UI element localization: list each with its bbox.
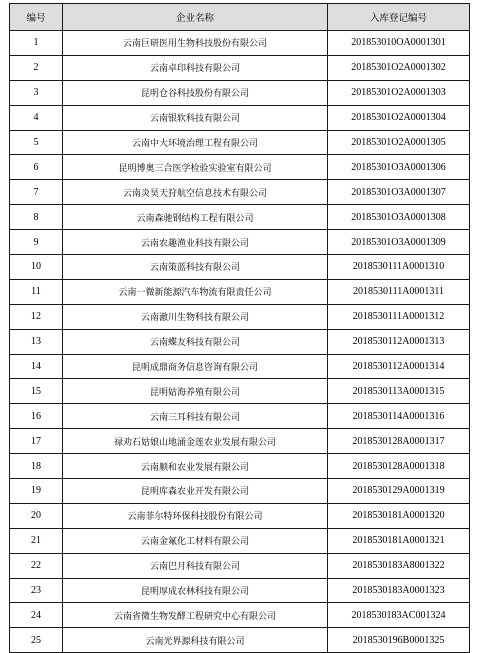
registration-code-cell: 2018530196B0001325 bbox=[328, 628, 470, 653]
row-number: 25 bbox=[10, 628, 63, 653]
registration-code-cell: 20185301O2A0001305 bbox=[328, 130, 470, 155]
row-number: 3 bbox=[10, 80, 63, 105]
row-number: 21 bbox=[10, 528, 63, 553]
row-number: 23 bbox=[10, 578, 63, 603]
registration-code-cell: 2018530111A0001311 bbox=[328, 279, 470, 304]
row-number: 17 bbox=[10, 429, 63, 454]
company-name-cell: 昆明姑海养殖有限公司 bbox=[63, 379, 328, 404]
registration-code-cell: 2018530183A0001323 bbox=[328, 578, 470, 603]
table-row bbox=[10, 80, 470, 105]
table-row bbox=[10, 354, 470, 379]
table-row bbox=[10, 528, 470, 553]
row-number: 19 bbox=[10, 479, 63, 504]
table-row bbox=[10, 454, 470, 479]
registration-code-cell: 201853010OA0001301 bbox=[328, 31, 470, 56]
row-number: 15 bbox=[10, 379, 63, 404]
company-name-cell: 昆明成鼎商务信息咨询有限公司 bbox=[63, 354, 328, 379]
company-name-cell: 云南巴月科技有限公司 bbox=[63, 553, 328, 578]
company-name-cell: 云南省微生物发酵工程研究中心有限公司 bbox=[63, 603, 328, 628]
company-name-cell: 云南金氟化工材料有限公司 bbox=[63, 528, 328, 553]
table-row bbox=[10, 429, 470, 454]
table-row bbox=[10, 31, 470, 56]
company-name-cell: 昆明厚成农林科技有限公司 bbox=[63, 578, 328, 603]
table-row bbox=[10, 180, 470, 205]
row-number: 18 bbox=[10, 454, 63, 479]
row-number: 9 bbox=[10, 230, 63, 255]
table-row bbox=[10, 205, 470, 230]
registration-code-cell: 2018530111A0001310 bbox=[328, 255, 470, 280]
registration-code-cell: 2018530181A0001320 bbox=[328, 503, 470, 528]
row-number: 1 bbox=[10, 31, 63, 56]
company-name-cell: 云南炎昊天狩航空信息技术有限公司 bbox=[63, 180, 328, 205]
registration-code-cell: 2018530181A0001321 bbox=[328, 528, 470, 553]
registry-table bbox=[9, 3, 470, 653]
company-name-cell: 云南澈川生物科技有限公司 bbox=[63, 304, 328, 329]
row-number: 22 bbox=[10, 553, 63, 578]
header-registration-code: 入库登记编号 bbox=[328, 4, 470, 31]
registration-code-cell: 2018530111A0001312 bbox=[328, 304, 470, 329]
table-row bbox=[10, 404, 470, 429]
registration-code-cell: 2018530113A0001315 bbox=[328, 379, 470, 404]
company-name-cell: 云南森驰钢结构工程有限公司 bbox=[63, 205, 328, 230]
registration-code-cell: 2018530114A0001316 bbox=[328, 404, 470, 429]
registration-code-cell: 2018530129A0001319 bbox=[328, 479, 470, 504]
row-number: 11 bbox=[10, 279, 63, 304]
company-name-cell: 云南菲尔特环保科技股份有限公司 bbox=[63, 503, 328, 528]
table-row bbox=[10, 479, 470, 504]
table-body bbox=[10, 31, 470, 653]
table-row bbox=[10, 603, 470, 628]
company-name-cell: 昆明库森农业开发有限公司 bbox=[63, 479, 328, 504]
table-row bbox=[10, 55, 470, 80]
registration-code-cell: 20185301O3A0001309 bbox=[328, 230, 470, 255]
table-row bbox=[10, 130, 470, 155]
company-name-cell: 云南巨研医用生物科技股份有限公司 bbox=[63, 31, 328, 56]
company-name-cell: 昆明仓谷科技股份有限公司 bbox=[63, 80, 328, 105]
registration-code-cell: 20185301O3A0001307 bbox=[328, 180, 470, 205]
registration-code-cell: 20185301O2A0001303 bbox=[328, 80, 470, 105]
table-row bbox=[10, 105, 470, 130]
table-row bbox=[10, 628, 470, 653]
registration-code-cell: 2018530128A0001317 bbox=[328, 429, 470, 454]
row-number: 4 bbox=[10, 105, 63, 130]
table-row bbox=[10, 255, 470, 280]
company-name-cell: 昆明博奥三合医学检验实验室有限公司 bbox=[63, 155, 328, 180]
table-row bbox=[10, 279, 470, 304]
registration-code-cell: 2018530183A8001322 bbox=[328, 553, 470, 578]
row-number: 12 bbox=[10, 304, 63, 329]
row-number: 16 bbox=[10, 404, 63, 429]
registration-code-cell: 20185301O3A0001306 bbox=[328, 155, 470, 180]
table-row bbox=[10, 304, 470, 329]
company-name-cell: 云南顺和农业发展有限公司 bbox=[63, 454, 328, 479]
table-row bbox=[10, 553, 470, 578]
registration-code-cell: 2018530112A0001314 bbox=[328, 354, 470, 379]
company-name-cell: 禄劝石姑娘山地涌金莲农业发展有限公司 bbox=[63, 429, 328, 454]
row-number: 2 bbox=[10, 55, 63, 80]
company-name-cell: 云南银软科技有限公司 bbox=[63, 105, 328, 130]
company-name-cell: 云南三耳科技有限公司 bbox=[63, 404, 328, 429]
registration-code-cell: 20185301O2A0001304 bbox=[328, 105, 470, 130]
company-name-cell: 云南策蓝科技有限公司 bbox=[63, 255, 328, 280]
table-row bbox=[10, 155, 470, 180]
row-number: 13 bbox=[10, 329, 63, 354]
company-name-cell: 云南农趣渔业科技有限公司 bbox=[63, 230, 328, 255]
registration-code-cell: 2018530128A0001318 bbox=[328, 454, 470, 479]
row-number: 10 bbox=[10, 255, 63, 280]
company-name-cell: 云南一微新能源汽车物流有限责任公司 bbox=[63, 279, 328, 304]
table-row bbox=[10, 503, 470, 528]
registration-code-cell: 2018530183AC001324 bbox=[328, 603, 470, 628]
registration-code-cell: 20185301O2A0001302 bbox=[328, 55, 470, 80]
table-row bbox=[10, 329, 470, 354]
header-company-name: 企业名称 bbox=[63, 4, 328, 31]
row-number: 7 bbox=[10, 180, 63, 205]
registration-code-cell: 20185301O3A0001308 bbox=[328, 205, 470, 230]
company-name-cell: 云南中大环境治理工程有限公司 bbox=[63, 130, 328, 155]
table-row bbox=[10, 379, 470, 404]
row-number: 20 bbox=[10, 503, 63, 528]
table-header bbox=[10, 4, 470, 31]
row-number: 24 bbox=[10, 603, 63, 628]
company-name-cell: 云南光界源科技有限公司 bbox=[63, 628, 328, 653]
registry-sheet bbox=[9, 3, 469, 653]
registration-code-cell: 2018530112A0001313 bbox=[328, 329, 470, 354]
header-row bbox=[10, 4, 470, 31]
row-number: 8 bbox=[10, 205, 63, 230]
header-number: 编号 bbox=[10, 4, 63, 31]
company-name-cell: 云南蝶友科技有限公司 bbox=[63, 329, 328, 354]
row-number: 14 bbox=[10, 354, 63, 379]
row-number: 6 bbox=[10, 155, 63, 180]
company-name-cell: 云南卓印科技有限公司 bbox=[63, 55, 328, 80]
table-row bbox=[10, 578, 470, 603]
table-row bbox=[10, 230, 470, 255]
row-number: 5 bbox=[10, 130, 63, 155]
